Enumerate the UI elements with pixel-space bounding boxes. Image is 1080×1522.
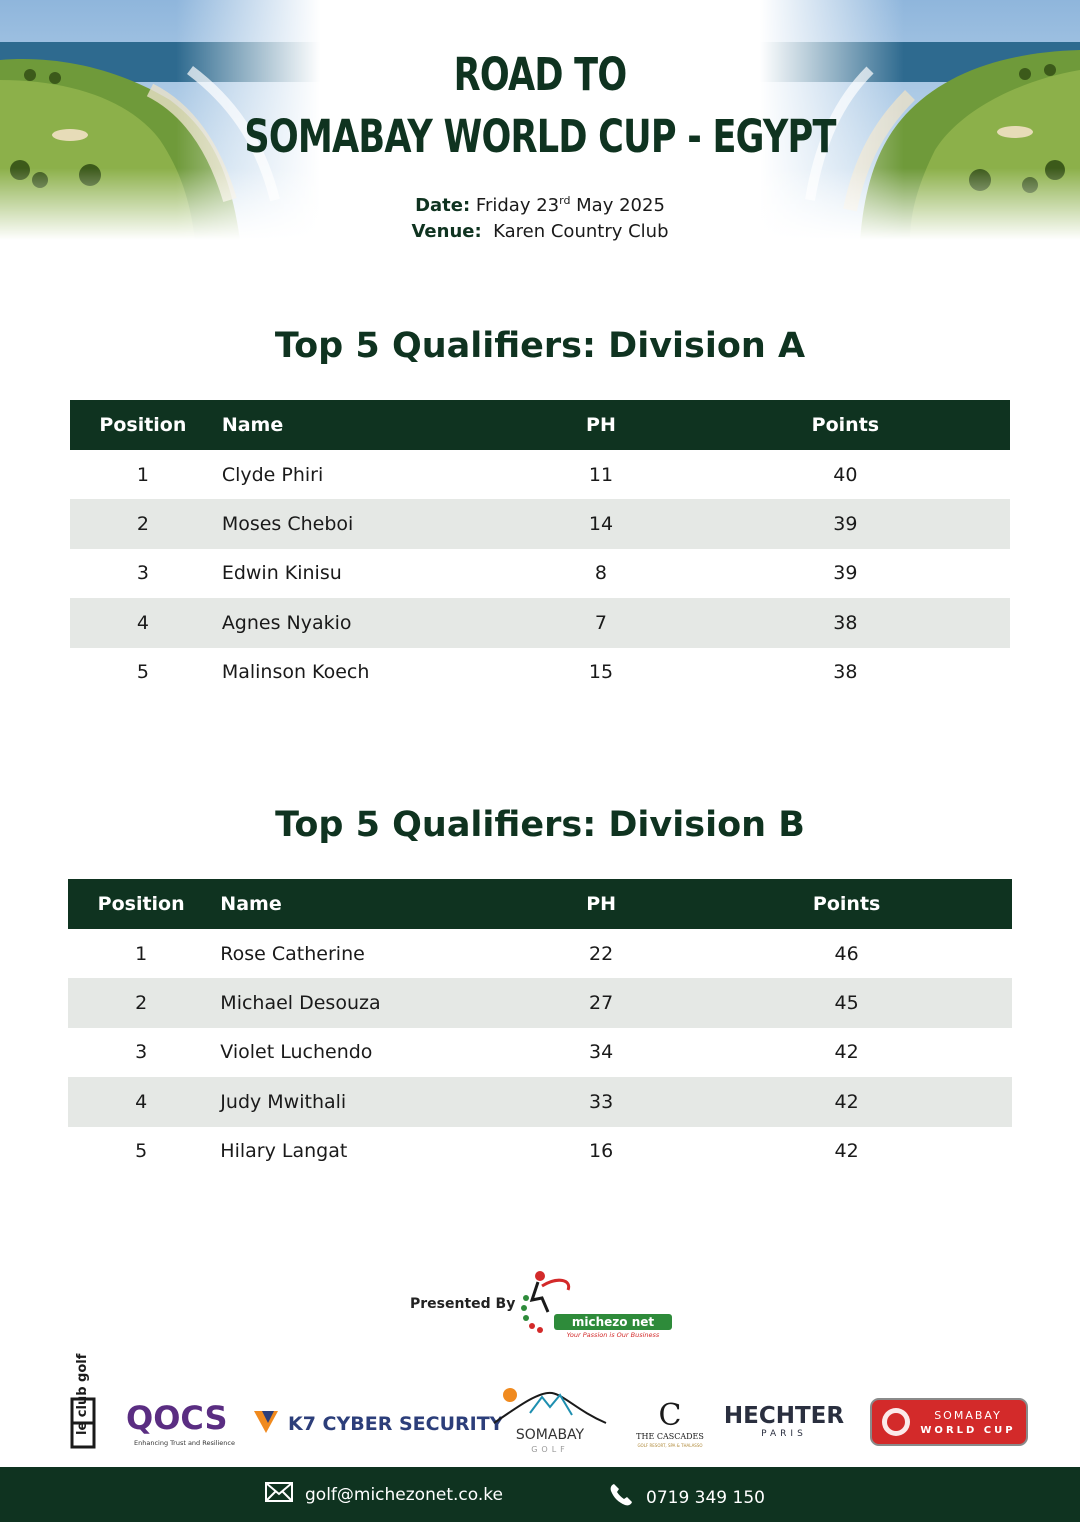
event-meta [0, 188, 1080, 245]
cell-ph: 8 [594, 562, 607, 585]
sponsor-logos [0, 1353, 1080, 1455]
cell-points: 42 [834, 1140, 859, 1163]
cell-points: 38 [833, 611, 858, 634]
cell-ph: 34 [589, 1041, 614, 1064]
michezo-logo-tagline: Your Passion is Our Business [566, 1331, 660, 1339]
somabay-golf-sub: GOLF [531, 1445, 569, 1454]
cell-name: Violet Luchendo [220, 1041, 373, 1064]
division-b-title: Top 5 Qualifiers: Division B [275, 805, 805, 845]
table-row [68, 978, 1012, 1027]
le-club-golf-logo [50, 1353, 100, 1457]
cell-ph: 33 [589, 1090, 614, 1113]
division-a-table [70, 400, 1010, 697]
cascades-text: THE CASCADES [636, 1432, 704, 1441]
cell-ph: 11 [588, 463, 614, 486]
qocs-text: QOCS [126, 1399, 228, 1437]
column-header-ph: PH [586, 414, 616, 436]
table-row [68, 1127, 1012, 1176]
somabay-world-cup-logo [870, 1398, 1028, 1450]
column-header-position: Position [97, 893, 185, 915]
swc-line2: WORLD CUP [920, 1425, 1016, 1436]
qocs-logo [124, 1395, 235, 1455]
cell-points: 38 [833, 661, 858, 684]
header-banner [0, 0, 1080, 250]
cell-position: 4 [135, 1090, 148, 1113]
le-club-golf-text: le club golf [75, 1353, 90, 1435]
venue-label: Venue: [411, 221, 482, 242]
qocs-tagline: Enhancing Trust and Resilience [134, 1439, 235, 1447]
somabay-golf-logo [490, 1385, 610, 1459]
cell-position: 2 [136, 513, 149, 536]
cell-name: Clyde Phiri [221, 463, 324, 486]
hechter-sub: PARIS [761, 1429, 807, 1439]
cell-points: 45 [834, 992, 859, 1015]
event-venue [0, 219, 1080, 245]
date-label: Date: [415, 195, 471, 216]
swc-line1: SOMABAY [934, 1409, 1002, 1422]
cell-name: Agnes Nyakio [221, 611, 352, 634]
cell-name: Malinson Koech [221, 661, 370, 684]
michezo-net-logo [518, 1268, 678, 1342]
cell-name: Hilary Langat [220, 1140, 348, 1163]
table-row [70, 499, 1010, 548]
table-row [70, 598, 1010, 647]
presented-by [410, 1268, 710, 1338]
cell-points: 39 [833, 562, 858, 585]
cell-ph: 27 [589, 992, 614, 1015]
cell-name: Edwin Kinisu [221, 562, 342, 585]
table-row [68, 1077, 1012, 1126]
event-date [0, 188, 1080, 219]
footer-phone[interactable] [608, 1482, 765, 1513]
table-header-row [68, 879, 1012, 929]
cell-points: 42 [834, 1041, 859, 1064]
phone-icon [608, 1482, 634, 1513]
hechter-text: HECHTER [723, 1403, 845, 1429]
cell-position: 1 [135, 942, 148, 965]
envelope-icon [265, 1482, 293, 1507]
column-header-points: Points [811, 414, 880, 436]
date-day: Friday 23 [475, 195, 560, 216]
event-title [0, 44, 1080, 168]
michezo-logo-text: michezo net [571, 1315, 655, 1329]
table-row [68, 929, 1012, 978]
svg-text:C: C [658, 1398, 682, 1433]
column-header-ph: PH [586, 893, 617, 915]
cascades-sub: GOLF RESORT, SPA & THALASSO [637, 1443, 703, 1448]
cell-ph: 22 [589, 942, 614, 965]
cell-points: 39 [833, 513, 858, 536]
phone-number[interactable]: 0719 349 150 [646, 1487, 765, 1508]
cell-ph: 15 [588, 661, 614, 684]
table-header-row [70, 400, 1010, 450]
column-header-points: Points [812, 893, 881, 915]
cell-name: Moses Cheboi [221, 513, 354, 536]
date-sup: rd [559, 194, 571, 207]
title-line-2: SOMABAY WORLD CUP - EGYPT [244, 110, 836, 163]
table-row [68, 1028, 1012, 1077]
cell-points: 46 [834, 942, 859, 965]
footer-email[interactable] [265, 1482, 503, 1507]
table-row [70, 648, 1010, 697]
title-line-1: ROAD TO [453, 48, 627, 101]
the-cascades-logo [628, 1395, 712, 1455]
cell-ph: 14 [588, 513, 614, 536]
email-link[interactable]: golf@michezonet.co.ke [305, 1484, 503, 1505]
table-row [70, 549, 1010, 598]
hechter-paris-logo [724, 1399, 844, 1447]
presented-by-label: Presented By [410, 1296, 516, 1312]
cell-position: 1 [136, 463, 149, 486]
cell-points: 42 [834, 1090, 859, 1113]
column-header-name: Name [221, 414, 284, 436]
cell-position: 3 [135, 1041, 148, 1064]
cell-points: 40 [833, 463, 858, 486]
table-row [70, 450, 1010, 499]
k7-text: K7 CYBER SECURITY [288, 1413, 504, 1435]
cell-position: 5 [136, 661, 149, 684]
cell-position: 5 [135, 1140, 148, 1163]
k7-cyber-security-logo [252, 1405, 504, 1443]
cell-ph: 16 [589, 1140, 614, 1163]
cell-ph: 7 [594, 611, 607, 634]
cell-position: 4 [136, 611, 149, 634]
column-header-position: Position [99, 414, 187, 436]
division-a-title: Top 5 Qualifiers: Division A [274, 326, 806, 366]
venue-value: Karen Country Club [493, 221, 669, 242]
cell-name: Michael Desouza [220, 992, 381, 1015]
cell-name: Rose Catherine [220, 942, 365, 965]
date-rest: May 2025 [576, 195, 665, 216]
footer-bar [0, 1467, 1080, 1522]
cell-name: Judy Mwithali [220, 1090, 347, 1113]
column-header-name: Name [220, 893, 282, 915]
cell-position: 3 [136, 562, 149, 585]
cell-position: 2 [135, 992, 148, 1015]
somabay-golf-text: SOMABAY [515, 1427, 585, 1443]
division-b-table [68, 879, 1012, 1176]
